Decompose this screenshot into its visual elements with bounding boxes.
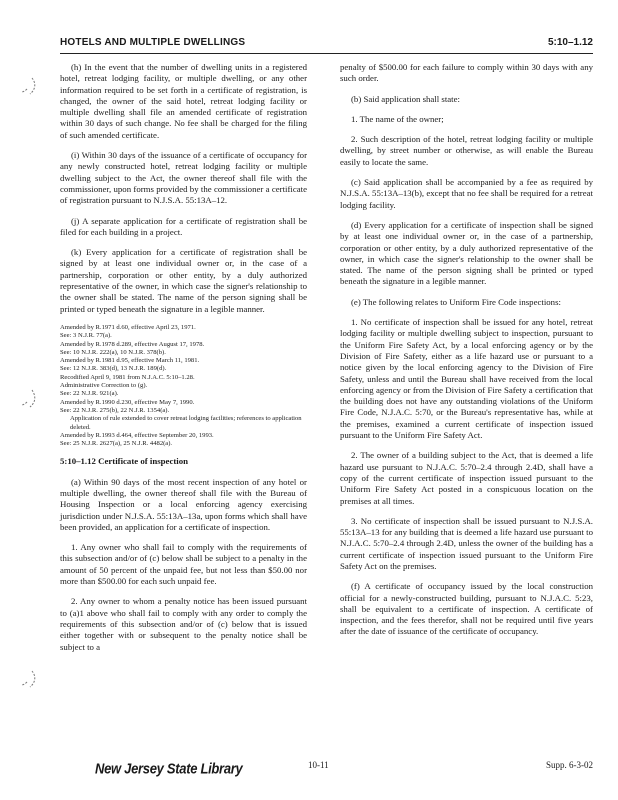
paragraph-e1: 1. No certificate of inspection shall be issued for any hotel, retreat lodging facility or multiple dwelling subject to inspection, pursuant to the Uniform Fire Safety Act, by a local enforcing agency or by the Division of Fire Safety, either as a life hazard use or pursuant to a notice given by the local enforcing agency to the Division of Fire Safety, unless and until the Bureau shall have received from the local enforcing agency or from the Division of Fire Safety a certification that the building does not have any outstanding violations of the Uniform Fire Code, N.J.A.C. 5:70, or the Bureau's representative has, while at the premises, examined a current certificate of inspection issued pursuant to the Uniform Fire Safety Act. — [340, 317, 593, 441]
paragraph-b2: 2. Such description of the hotel, retreat lodging facility or multiple dwelling, by street number or otherwise, as will enable the Bureau easily to locate the same. — [340, 134, 593, 167]
history-line: Amended by R.1993 d.464, effective September 20, 1993. — [60, 431, 214, 439]
history-line: See: 22 N.J.R. 921(a). — [60, 390, 119, 398]
section-paragraph-a2: 2. Any owner to whom a penalty notice has been issued pursuant to (a)1 above who shall fail to comply with any order to comply the requirements of this subsection and/or of (c) below that is issued either together with or subsequent to the penalty notice shall be subject to a — [60, 596, 307, 652]
history-line: Amended by R.1978 d.289, effective August 17, 1978. — [60, 340, 205, 348]
history-line: See: 12 N.J.R. 383(d), 13 N.J.R. 189(d). — [60, 365, 167, 373]
page-number: 10-11 — [308, 760, 329, 770]
section-paragraph-a1: 1. Any owner who shall fail to comply with the requirements of this subsection and/or of (c) below shall be subject to a penalty in the amount of 50 percent of the unpaid fee, but not less than $50.00 nor more than $500.00 for each such unpaid fee. — [60, 542, 307, 587]
paragraph-e2: 2. The owner of a building subject to the Act, that is deemed a life hazard use pursuant to N.J.A.C. 5:70–2.4 through 2.4D, shall have a copy of the current certificate of inspection issued pursuant to the Uniform Fire Safety Act posted in a conspicuous location on the premises at all times. — [340, 450, 593, 506]
header-section-number: 5:10–1.12 — [547, 37, 593, 48]
paragraph-e3: 3. No certificate of inspection shall be issued pursuant to N.J.S.A. 55:13A–13 for any building that is deemed a life hazard use pursuant to N.J.A.C. 5:70–2.4 through 2.4D, unless the owner of the building has a current certificate of inspection issued pursuant to the Uniform Fire Safety Act on the premises. — [340, 515, 593, 571]
history-notes — [60, 324, 307, 448]
left-column — [60, 62, 307, 662]
paragraph-c: (c) Said application shall be accompanied by a fee as required by N.J.S.A. 55:13A–13(b), except that no fee shall be required for a retreat lodging facility. — [340, 177, 593, 210]
right-column — [340, 62, 593, 647]
paragraph-e: (e) The following relates to Uniform Fire Code inspections: — [351, 296, 561, 307]
paragraph-b1: 1. The name of the owner; — [351, 113, 444, 124]
history-line: See: 10 N.J.R. 222(a), 10 N.J.R. 378(b). — [60, 348, 166, 356]
running-header — [60, 37, 593, 54]
library-stamp: New Jersey State Library — [95, 759, 243, 778]
history-line: See: 22 N.J.R. 275(b), 22 N.J.R. 1354(a). — [60, 406, 170, 414]
paragraph-d: (d) Every application for a certificate of inspection shall be signed by at least one individual owner or, in the case of a partnership, corporation or other entity, by a duly authorized representative of the owner, in which case the signer's relationship to the owner shall be stated. The name of the person signing shall be printed or typed beneath the signature in a legible manner. — [340, 219, 593, 287]
paragraph-j: (j) A separate application for a certificate of registration shall be filed for each building in a project. — [60, 215, 307, 237]
paragraph-k: (k) Every application for a certificate of registration shall be signed by at least one individual owner or, in the case of a partnership, corporation or other entity, by a duly authorized representative of the owner, in which case the signer's relationship to the owner shall be stated. The name of the person signing shall be printed or typed beneath the signature in a legible manner. — [60, 247, 307, 314]
binding-hole-mark — [18, 388, 40, 410]
history-line: Administrative Correction to (g). — [60, 382, 148, 390]
binding-hole-mark — [18, 75, 40, 97]
binding-hole-mark — [18, 668, 40, 690]
header-title: HOTELS AND MULTIPLE DWELLINGS — [60, 37, 246, 48]
history-line: Amended by R.1971 d.60, effective April 23, 1971. — [60, 323, 196, 331]
history-line: Amended by R.1990 d.230, effective May 7, 1990. — [60, 398, 195, 406]
paragraph-h: (h) In the event that the number of dwelling units in a registered hotel, retreat lodging facility, or multiple dwelling, or any other information required to be set forth in a certificate of registration, is changed, the owner of the said hotel, retreat lodging facility or multiple dwelling shall file an amended certificate of registration within 30 days of such change. No fee shall be charged for the filing of such amended certificate. — [60, 62, 307, 140]
history-line: See: 25 N.J.R. 2627(a), 25 N.J.R. 4482(a). — [60, 440, 173, 448]
paragraph-b: (b) Said application shall state: — [351, 93, 460, 104]
paragraph-f: (f) A certificate of occupancy issued by the local construction official for a newly-constructed building, pursuant to N.J.A.C. 5:23, shall be equivalent to a certificate of inspection. A certificate of inspection, and the fees therefor, shall not be required until five years after the date of issuance of the certificate of occupancy. — [340, 581, 593, 637]
page-footer — [60, 755, 593, 779]
history-line: Amended by R.1981 d.95, effective March 11, 1981. — [60, 357, 200, 365]
history-line: Recodified April 9, 1981 from N.J.A.C. 5:10–1.28. — [60, 373, 195, 381]
history-line: Application of rule extended to cover retreat lodging facilities; references to application deleted. — [70, 415, 302, 431]
section-heading: 5:10–1.12 Certificate of inspection — [60, 456, 189, 467]
history-line: See: 3 N.J.R. 77(a). — [60, 332, 112, 340]
section-paragraph-a: (a) Within 90 days of the most recent inspection of any hotel or multiple dwelling, the owner thereof shall file with the Bureau of Housing Inspection or a local enforcing agency exercising jurisdiction under N.J.S.A. 55:13A–13a, upon forms which shall have been provided, an application for a certificate of inspection. — [60, 476, 307, 532]
paragraph-i: (i) Within 30 days of the issuance of a certificate of occupancy for any newly constructed hotel, retreat lodging facility or multiple dwelling subject to the Act, the owner thereof shall file with the commissioner, upon forms provided by the commissioner a certificate of registration pursuant to N.J.S.A. 55:13A–12. — [60, 150, 307, 206]
paragraph-continued: penalty of $500.00 for each failure to comply within 30 days with any such order. — [340, 62, 593, 84]
supplement-date: Supp. 6-3-02 — [546, 760, 593, 770]
